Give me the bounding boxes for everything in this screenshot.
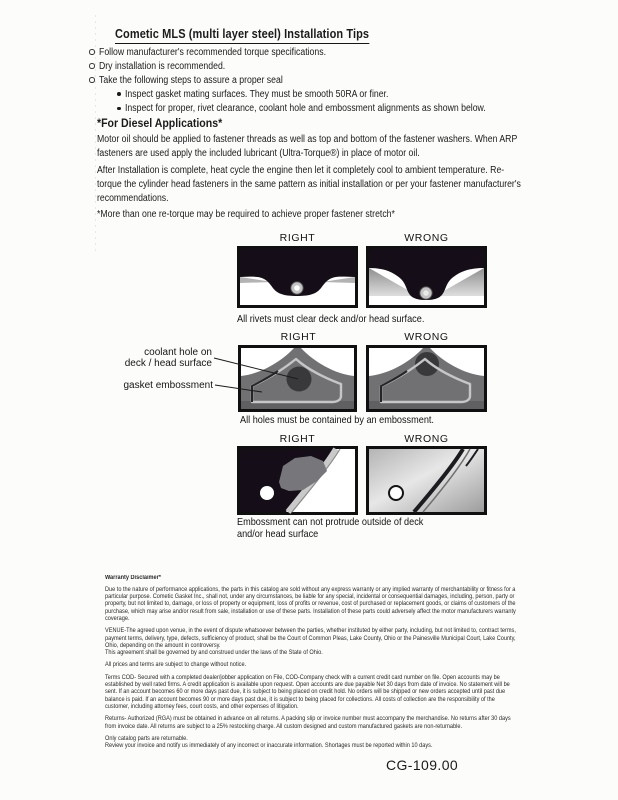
dot-bullet-icon xyxy=(117,92,121,96)
tip-item xyxy=(89,73,539,87)
wrong-label: WRONG xyxy=(404,232,449,244)
rivet-wrong-graphic xyxy=(366,246,487,308)
warranty-disclaimer xyxy=(105,575,520,755)
diesel-applications-heading: *For Diesel Applications* xyxy=(97,116,223,130)
right-label: RIGHT xyxy=(280,331,317,343)
returns-paragraph: Returns- Authorized (RGA) must be obtained in advance on all returns. A packing slip or invoice number must accompany the merchandise. No returns after 30 days from invoice date. All returns are subject to a 25% restocking charge. All custom designed and custom manufactured gaskets are non-returnable. xyxy=(105,716,511,730)
callout-text: coolant hole on xyxy=(144,347,212,358)
tip-item xyxy=(89,45,539,59)
tip-text: Inspect for proper, rivet clearance, coolant hole and embossment alignments as shown below. xyxy=(124,102,486,114)
tip-text: Follow manufacturer's recommended torque specifications. xyxy=(98,46,326,58)
protrusion-right-graphic xyxy=(237,446,358,515)
tip-item xyxy=(89,59,539,73)
tip-sub-item xyxy=(117,101,539,115)
caption-line: and/or head surface xyxy=(237,527,319,540)
tip-text: Take the following steps to assure a proper seal xyxy=(98,74,283,86)
diesel-paragraph-2: After Installation is complete, heat cycle the engine then let it completely cool to ambient temperature. Re-torque the cylinder head fasteners in the same pattern as initial installation or per your fastener manufacturer's recommendations. xyxy=(97,165,521,205)
circle-bullet-icon xyxy=(89,77,95,83)
right-label: RIGHT xyxy=(279,232,316,244)
coolant-hole-callout xyxy=(92,348,212,369)
circle-bullet-icon xyxy=(89,49,95,55)
embossment-caption: All holes must be contained by an embossment. xyxy=(240,414,434,426)
right-label: RIGHT xyxy=(279,433,316,445)
wrong-label: WRONG xyxy=(404,331,449,343)
rivet-right-graphic xyxy=(237,246,358,308)
circle-bullet-icon xyxy=(89,63,95,69)
embossment-wrong-graphic xyxy=(366,345,487,412)
rivet-caption: All rivets must clear deck and/or head surface. xyxy=(237,313,425,325)
page-title: Cometic MLS (multi layer steel) Installation Tips xyxy=(115,27,369,44)
callout-text: deck / head surface xyxy=(124,357,212,369)
prices-line: All prices and terms are subject to change without notice. xyxy=(105,662,247,669)
protrusion-wrong-graphic xyxy=(366,446,487,515)
diesel-paragraph-1: Motor oil should be applied to fastener threads as well as top and bottom of the fastener washers. When ARP fasteners are used apply the included lubricant (Ultra-Torque®) in place of motor oil. xyxy=(97,134,518,160)
warranty-paragraph: Due to the nature of performance applications, the parts in this catalog are sold without any express warranty or any implied warranty of merchantability or fitness for a particular purpose. Cometic Gasket Inc., shall not, under any circumstances, be liable for any special, incidental or consequential damages, including, person, party or property, but not limited to, damage, or loss of property or equipment, loss of profits or revenue, cost of purchased or replacement goods, or claims of customers of the purchase, which may arise and/or result from sale, installation or use of these parts. Installation of these parts could adversely affect the motor manufacturers warranty coverage. xyxy=(105,586,516,622)
retorque-note: *More than one re-torque may be required to achieve proper fastener stretch* xyxy=(97,209,395,220)
protrusion-caption xyxy=(237,517,423,540)
dot-bullet-icon xyxy=(117,107,121,111)
caption-line: Embossment can not protrude outside of deck xyxy=(237,516,424,528)
venue-paragraph: VENUE-The agreed upon venue, in the event of dispute whatsoever between the parties, whether instituted by either party, including, but not limited to, contract terms, payment terms, delivery, type, defects, sufficiency of product, shall be the Court of Common Pleas, Lake County, Ohio or the Painesville Municipal Court, Lake County, Ohio, depending on the amount in controversy. xyxy=(105,628,516,649)
gasket-embossment-callout: gasket embossment xyxy=(123,380,213,391)
terms-paragraph: Terms COD- Secured with a completed dealer/jobber application on File, COD-Company check with a current credit card number on file. Open accounts may be established by well rated firms. A credit application is available upon request. Open accounts are due payable Net 30 days from date of invoice. No statement will be sent. If an account becomes 60 or more days past due, it is subject to being placed on credit hold. No orders will be shipped or new orders accepted until past due balance is paid. If an account becomes 90 or more days past due, it is subject to being placed for collections. All costs of collection are the responsibility of the customer, including attorney fees, court costs, and other expenses of litigation. xyxy=(105,674,510,710)
governing-law-line: This agreement shall be governed by and construed under the laws of the State of Ohio. xyxy=(105,650,323,657)
embossment-right-graphic xyxy=(238,345,357,412)
tip-text: Inspect gasket mating surfaces. They must be smooth 50RA or finer. xyxy=(124,88,389,100)
tip-sub-item xyxy=(117,87,539,101)
page-code: CG-109.00 xyxy=(386,757,459,773)
tip-text: Dry installation is recommended. xyxy=(98,60,225,72)
returnable-line: Only catalog parts are returnable. xyxy=(105,735,188,742)
invoice-review-line: Review your invoice and notify us immediately of any incorrect or inaccurate information. Shortages must be reported within 10 days. xyxy=(105,743,433,750)
warranty-heading: Warranty Disclaimer* xyxy=(105,575,161,581)
wrong-label: WRONG xyxy=(404,433,449,445)
tips-list xyxy=(89,45,539,115)
